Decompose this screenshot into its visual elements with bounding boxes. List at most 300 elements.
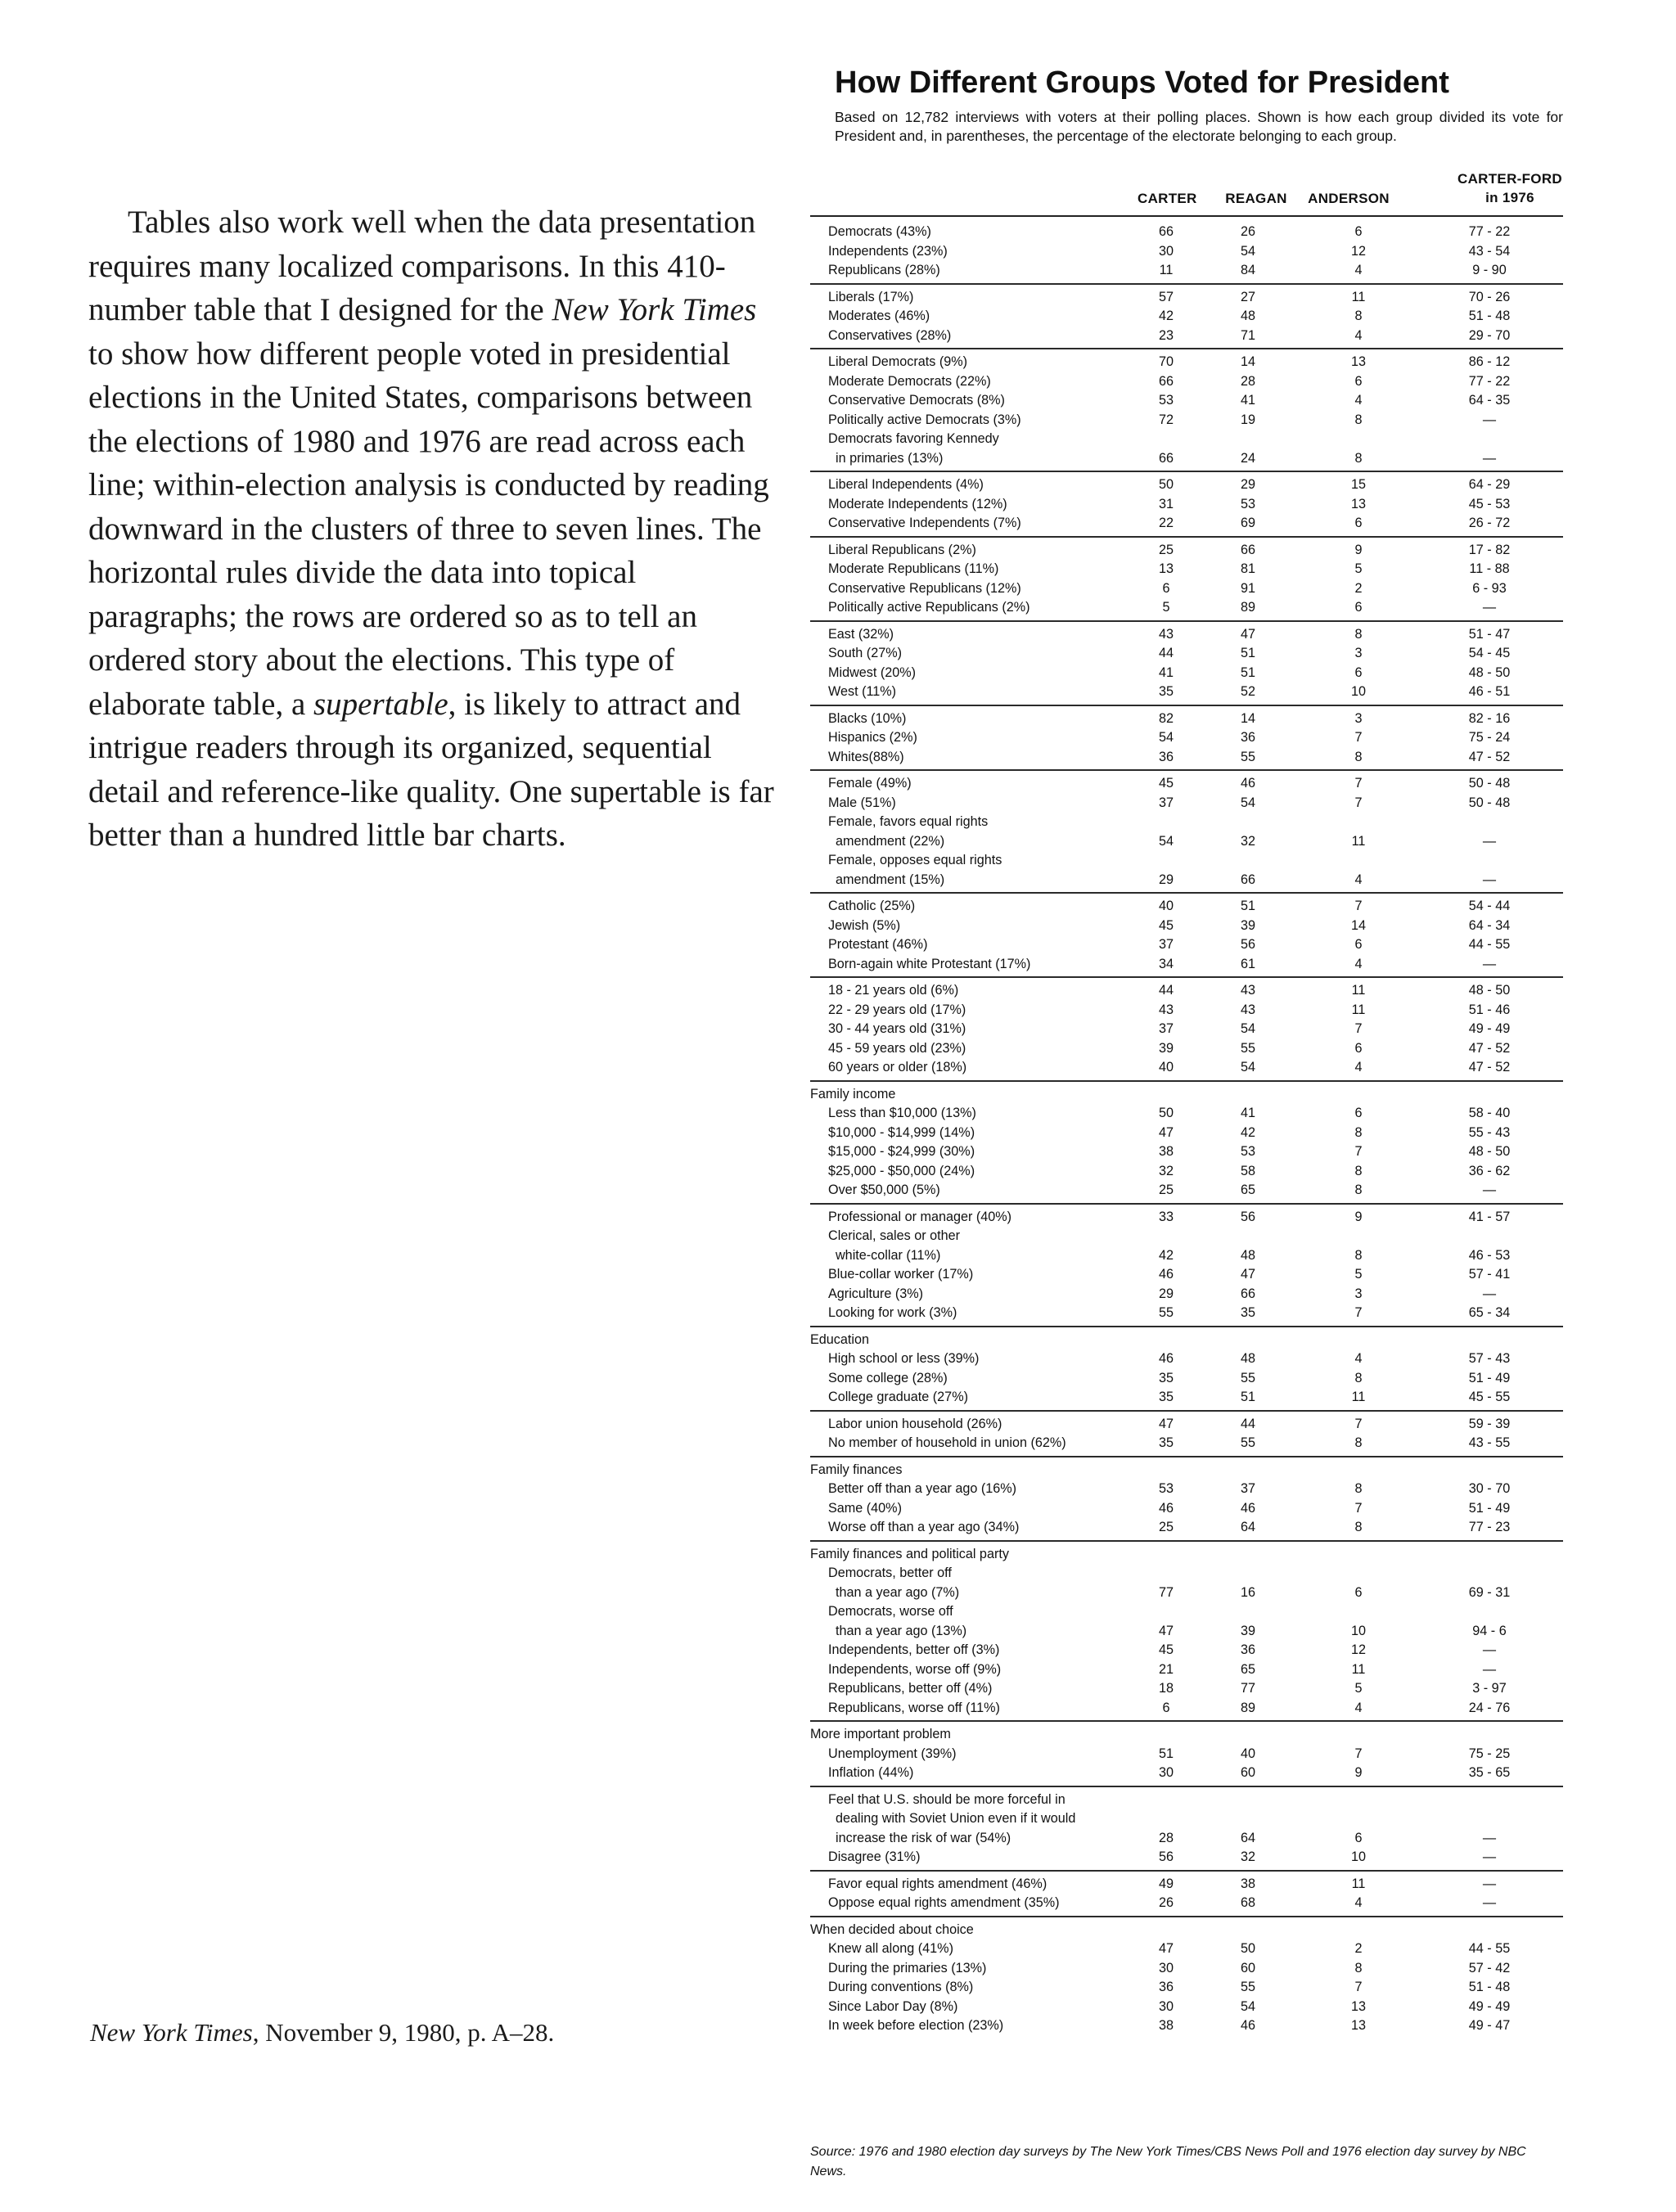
reagan-value: 89: [1240, 600, 1255, 615]
anderson-value: 9: [1354, 542, 1363, 557]
carter-value: 37: [1158, 937, 1174, 952]
table-row: [810, 917, 1563, 936]
carter-ford-1976-value: 49 - 47: [1468, 2018, 1511, 2033]
row-label: Family finances and political party: [810, 1546, 1009, 1561]
reagan-value: 51: [1240, 665, 1255, 680]
carter-value: 30: [1158, 243, 1174, 259]
carter-ford-1976-value: 64 - 29: [1468, 477, 1511, 492]
anderson-value: 7: [1354, 1500, 1363, 1516]
reagan-value: 58: [1240, 1163, 1255, 1178]
section-heading-row: [810, 1085, 1563, 1105]
reagan-value: 46: [1240, 776, 1255, 791]
carter-ford-1976-value: 50 - 48: [1468, 776, 1511, 791]
header-carter-ford-line2: in 1976: [1485, 190, 1534, 205]
row-group: [810, 349, 1563, 472]
anderson-value: 7: [1354, 1746, 1363, 1761]
carter-value: 45: [1158, 917, 1174, 933]
table-row: [810, 748, 1563, 768]
anderson-value: 7: [1354, 730, 1363, 745]
table-row: [810, 1499, 1563, 1519]
section-heading-row: [810, 1725, 1563, 1745]
carter-value: 25: [1158, 542, 1174, 557]
table-row: [810, 1285, 1563, 1304]
anderson-value: 6: [1354, 224, 1363, 239]
anderson-value: 11: [1351, 1002, 1366, 1017]
section-heading-row: [810, 1545, 1563, 1565]
carter-value: 26: [1158, 1895, 1174, 1910]
anderson-value: 8: [1354, 450, 1363, 466]
carter-value: 40: [1158, 899, 1174, 913]
reagan-value: 81: [1240, 561, 1255, 576]
carter-value: 37: [1158, 1021, 1174, 1036]
table-row: [810, 683, 1563, 702]
carter-value: 5: [1162, 600, 1170, 615]
table-row: [810, 955, 1563, 975]
anderson-value: 8: [1354, 1124, 1363, 1140]
table-row: [810, 774, 1563, 794]
row-label: Independents, worse off (9%): [828, 1661, 1002, 1677]
table-row: [810, 1959, 1563, 1979]
body-paragraph: [88, 200, 776, 858]
table-row: [810, 832, 1563, 852]
carter-value: 46: [1158, 1267, 1174, 1282]
row-label: 30 - 44 years old (31%): [828, 1021, 966, 1036]
reagan-value: 66: [1240, 872, 1255, 887]
reagan-value: 41: [1240, 1106, 1255, 1120]
row-group: [810, 219, 1563, 285]
carter-ford-1976-value: 77 - 23: [1468, 1520, 1511, 1534]
row-group: [810, 285, 1563, 350]
carter-ford-1976-value: —: [1482, 1183, 1497, 1197]
carter-ford-1976-value: 54 - 45: [1468, 646, 1511, 660]
row-label: No member of household in union (62%): [828, 1435, 1066, 1450]
anderson-value: 12: [1350, 1642, 1366, 1657]
carter-ford-1976-value: 49 - 49: [1468, 1998, 1511, 2014]
anderson-value: 11: [1351, 1661, 1366, 1677]
anderson-value: 13: [1350, 1998, 1366, 2014]
carter-value: 41: [1158, 665, 1174, 680]
carter-ford-1976-value: —: [1482, 600, 1497, 615]
body-text-italic: New York Times: [552, 292, 757, 327]
table-row: [810, 1265, 1563, 1285]
header-carter: CARTER: [1138, 191, 1197, 206]
anderson-value: 3: [1354, 710, 1363, 726]
anderson-value: 6: [1354, 1584, 1363, 1600]
carter-value: 57: [1158, 289, 1174, 304]
carter-ford-1976-value: —: [1482, 1286, 1497, 1301]
row-group: [810, 1082, 1563, 1205]
carter-ford-1976-value: —: [1482, 1830, 1497, 1845]
row-label: During the primaries (13%): [828, 1960, 987, 1975]
row-label: Democrats, worse off: [828, 1604, 953, 1619]
table-row: [810, 1388, 1563, 1408]
row-label: High school or less (39%): [828, 1351, 980, 1366]
row-group: [810, 1872, 1563, 1917]
reagan-value: 54: [1240, 1060, 1255, 1074]
reagan-value: 71: [1240, 327, 1255, 343]
carter-value: 36: [1158, 1980, 1174, 1994]
row-label: Agriculture (3%): [828, 1286, 924, 1301]
carter-ford-1976-value: —: [1482, 450, 1497, 466]
table-row: [810, 1939, 1563, 1959]
section-heading-row: [810, 1461, 1563, 1480]
row-label: Republicans, worse off (11%): [828, 1700, 1000, 1715]
reagan-value: 37: [1240, 1481, 1255, 1496]
table-row: [810, 2016, 1563, 2036]
row-label: Disagree (31%): [828, 1849, 921, 1864]
anderson-value: 6: [1354, 516, 1363, 530]
table-row: [810, 1104, 1563, 1124]
table-row: [810, 644, 1563, 664]
table-row: [810, 1745, 1563, 1764]
table-row: [810, 1564, 1563, 1584]
header-reagan: REAGAN: [1225, 191, 1287, 206]
row-label: Conservatives (28%): [828, 327, 952, 343]
row-label: Family finances: [810, 1462, 903, 1477]
carter-ford-1976-value: —: [1482, 1876, 1497, 1891]
body-text-italic: supertable: [313, 686, 448, 722]
row-label: Worse off than a year ago (34%): [828, 1520, 1020, 1534]
row-label: Better off than a year ago (16%): [828, 1481, 1017, 1496]
row-label: 45 - 59 years old (23%): [828, 1040, 966, 1056]
carter-ford-1976-value: 29 - 70: [1468, 327, 1511, 343]
carter-ford-1976-value: 41 - 57: [1468, 1209, 1511, 1224]
carter-ford-1976-value: 65 - 34: [1468, 1305, 1511, 1320]
table-title: How Different Groups Voted for President: [835, 65, 1449, 100]
carter-ford-1976-value: 51 - 49: [1468, 1370, 1511, 1385]
carter-value: 53: [1158, 393, 1174, 408]
reagan-value: 47: [1240, 1267, 1255, 1282]
reagan-value: 55: [1240, 749, 1255, 764]
reagan-value: 36: [1240, 730, 1255, 745]
carter-ford-1976-value: 43 - 54: [1468, 243, 1511, 259]
anderson-value: 8: [1354, 1370, 1363, 1385]
carter-value: 49: [1158, 1876, 1174, 1891]
row-label: Blue-collar worker (17%): [828, 1267, 974, 1282]
anderson-value: 6: [1354, 373, 1363, 389]
reagan-value: 51: [1240, 899, 1255, 913]
row-group: [810, 978, 1563, 1082]
row-label: Protestant (46%): [828, 937, 928, 952]
reagan-value: 54: [1240, 1998, 1255, 2014]
anderson-value: 7: [1354, 1305, 1363, 1320]
carter-ford-1976-value: 47 - 52: [1468, 1060, 1511, 1074]
carter-value: 44: [1158, 646, 1174, 660]
anderson-value: 4: [1354, 1895, 1363, 1910]
row-label: Some college (28%): [828, 1370, 948, 1385]
table-row: [810, 1848, 1563, 1867]
reagan-value: 48: [1240, 309, 1255, 323]
reagan-value: 46: [1240, 2018, 1255, 2033]
row-label: 18 - 21 years old (6%): [828, 983, 959, 998]
anderson-value: 10: [1350, 1623, 1366, 1638]
table-row: [810, 1602, 1563, 1622]
row-label: Democrats favoring Kennedy: [828, 431, 999, 446]
row-label: dealing with Soviet Union even if it would: [828, 1811, 1076, 1826]
row-label: During conventions (8%): [828, 1980, 974, 1994]
body-text-part: Tables also work well when the data presentation requires many localized comparisons. In this 410-number table that I designed for the: [88, 205, 756, 327]
carter-ford-1976-value: 44 - 55: [1468, 1941, 1511, 1956]
carter-value: 43: [1158, 626, 1174, 642]
table-row: [810, 710, 1563, 729]
anderson-value: 11: [1351, 1876, 1366, 1891]
reagan-value: 35: [1240, 1305, 1255, 1320]
row-label: Male (51%): [828, 795, 896, 810]
row-group: [810, 1412, 1563, 1457]
reagan-value: 55: [1240, 1435, 1255, 1450]
anderson-value: 11: [1351, 833, 1366, 849]
table-row: [810, 579, 1563, 599]
body-text-part: , is likely to attract and intrigue readers through its organized, sequential detail and reference-like quality. One supertable is far better than a hundred little bar charts.: [88, 686, 774, 853]
carter-ford-1976-value: 6 - 93: [1472, 580, 1507, 596]
row-label: Moderate Democrats (22%): [828, 373, 991, 389]
row-label: amendment (22%): [828, 833, 945, 849]
carter-ford-1976-value: 77 - 22: [1468, 224, 1511, 239]
reagan-value: 24: [1240, 450, 1255, 466]
table-row: [810, 430, 1563, 449]
table-row: [810, 1998, 1563, 2017]
table-row: [810, 1020, 1563, 1039]
table-row: [810, 307, 1563, 327]
reagan-value: 44: [1240, 1416, 1255, 1431]
carter-ford-1976-value: 51 - 48: [1468, 1980, 1511, 1994]
anderson-value: 2: [1354, 1941, 1363, 1956]
anderson-value: 8: [1354, 1183, 1363, 1197]
anderson-value: 14: [1350, 917, 1366, 933]
reagan-value: 48: [1240, 1247, 1255, 1263]
table-row: [810, 598, 1563, 618]
carter-value: 54: [1158, 730, 1174, 745]
carter-value: 50: [1158, 1106, 1174, 1120]
carter-ford-1976-value: 30 - 70: [1468, 1481, 1511, 1496]
anderson-value: 2: [1354, 580, 1363, 596]
table-row: [810, 449, 1563, 469]
row-group: [810, 1917, 1563, 2039]
anderson-value: 7: [1354, 1021, 1363, 1036]
carter-ford-1976-value: 57 - 41: [1468, 1267, 1511, 1282]
table-row: [810, 1349, 1563, 1369]
carter-ford-1976-value: 51 - 48: [1468, 309, 1511, 323]
anderson-value: 9: [1354, 1765, 1363, 1780]
carter-ford-1976-value: 45 - 53: [1468, 496, 1511, 511]
carter-ford-1976-value: —: [1482, 956, 1497, 971]
carter-value: 13: [1158, 561, 1174, 576]
carter-value: 30: [1158, 1960, 1174, 1975]
carter-value: 22: [1158, 516, 1174, 530]
table-row: [810, 1809, 1563, 1829]
reagan-value: 32: [1240, 833, 1255, 849]
carter-value: 6: [1162, 580, 1170, 596]
row-label: 60 years or older (18%): [828, 1060, 967, 1074]
table-row: [810, 794, 1563, 813]
anderson-value: 6: [1354, 665, 1363, 680]
reagan-value: 89: [1240, 1700, 1255, 1715]
row-label: in primaries (13%): [828, 450, 944, 466]
carter-ford-1976-value: 70 - 26: [1468, 289, 1511, 304]
row-label: Whites(88%): [828, 749, 904, 764]
row-label: Oppose equal rights amendment (35%): [828, 1895, 1060, 1910]
carter-ford-1976-value: 64 - 34: [1468, 917, 1511, 933]
body-text-part: to show how different people voted in presidential elections in the United States, comparisons between the elections of 1980 and 1976 are read across each line; within-election analysis is conducted by reading downward in the clusters of three to seven lines. The horizontal rules divide the data into topical paragraphs; the rows are ordered so as to tell an ordered story about the elections. This type of elaborate table, a: [88, 336, 769, 722]
carter-value: 23: [1158, 327, 1174, 343]
carter-ford-1976-value: 75 - 24: [1468, 730, 1511, 745]
carter-value: 55: [1158, 1305, 1174, 1320]
row-label: Feel that U.S. should be more forceful in: [828, 1791, 1066, 1807]
anderson-value: 7: [1354, 1416, 1363, 1431]
reagan-value: 47: [1240, 626, 1255, 642]
anderson-value: 3: [1354, 1286, 1363, 1301]
table-row: [810, 1181, 1563, 1201]
reagan-value: 54: [1240, 795, 1255, 810]
row-label: Conservative Democrats (8%): [828, 393, 1005, 408]
anderson-value: 13: [1350, 2018, 1366, 2033]
carter-value: 38: [1158, 1144, 1174, 1159]
carter-value: 18: [1158, 1681, 1174, 1696]
reagan-value: 14: [1240, 354, 1255, 369]
reagan-value: 14: [1240, 710, 1255, 726]
reagan-value: 26: [1240, 224, 1255, 239]
row-label: Liberal Independents (4%): [828, 477, 984, 492]
carter-value: 30: [1158, 1765, 1174, 1780]
carter-ford-1976-value: 24 - 76: [1468, 1700, 1511, 1715]
row-group: [810, 622, 1563, 706]
reagan-value: 55: [1240, 1370, 1255, 1385]
carter-value: 38: [1158, 2018, 1174, 2033]
carter-value: 50: [1158, 477, 1174, 492]
table-row: [810, 514, 1563, 534]
row-label: Less than $10,000 (13%): [828, 1106, 976, 1120]
reagan-value: 39: [1240, 917, 1255, 933]
anderson-value: 4: [1354, 872, 1363, 887]
table-row: [810, 541, 1563, 561]
reagan-value: 36: [1240, 1642, 1255, 1657]
anderson-value: 11: [1351, 289, 1366, 304]
anderson-value: 8: [1354, 1435, 1363, 1450]
reagan-value: 43: [1240, 1002, 1255, 1017]
reagan-value: 56: [1240, 937, 1255, 952]
table-row: [810, 1208, 1563, 1228]
carter-value: 40: [1158, 1060, 1174, 1074]
carter-value: 30: [1158, 1998, 1174, 2014]
row-label: Favor equal rights amendment (46%): [828, 1876, 1048, 1891]
reagan-value: 56: [1240, 1209, 1255, 1224]
carter-value: 37: [1158, 795, 1174, 810]
carter-value: 35: [1158, 684, 1174, 699]
reagan-value: 68: [1240, 1895, 1255, 1910]
reagan-value: 46: [1240, 1500, 1255, 1516]
carter-ford-1976-value: —: [1482, 1895, 1497, 1910]
carter-ford-1976-value: 55 - 43: [1468, 1124, 1511, 1140]
carter-ford-1976-value: 86 - 12: [1468, 354, 1511, 369]
anderson-value: 9: [1354, 1209, 1363, 1224]
carter-ford-1976-value: 46 - 53: [1468, 1247, 1511, 1263]
table-row: [810, 1875, 1563, 1894]
header-anderson: ANDERSON: [1308, 191, 1390, 206]
row-label: Politically active Democrats (3%): [828, 412, 1021, 427]
header-carter-ford-line1: CARTER-FORD: [1457, 171, 1562, 187]
table-row: [810, 495, 1563, 515]
row-label: Female (49%): [828, 776, 912, 791]
carter-value: 46: [1158, 1500, 1174, 1516]
carter-value: 47: [1158, 1416, 1174, 1431]
carter-ford-1976-value: 47 - 52: [1468, 1040, 1511, 1056]
table-row: [810, 1829, 1563, 1849]
row-label: Democrats, better off: [828, 1566, 952, 1580]
table-row: [810, 242, 1563, 262]
anderson-value: 15: [1350, 477, 1366, 492]
row-label: white-collar (11%): [828, 1247, 941, 1263]
row-label: Hispanics (2%): [828, 730, 917, 745]
carter-value: 29: [1158, 1286, 1174, 1301]
reagan-value: 40: [1240, 1746, 1255, 1761]
carter-ford-1976-value: 46 - 51: [1468, 684, 1511, 699]
row-group: [810, 706, 1563, 772]
row-label: than a year ago (13%): [828, 1623, 967, 1638]
table-row: [810, 1764, 1563, 1783]
carter-ford-1976-value: 82 - 16: [1468, 710, 1511, 726]
anderson-value: 4: [1354, 1351, 1363, 1366]
carter-value: 6: [1162, 1700, 1170, 1715]
table-row: [810, 1039, 1563, 1059]
carter-value: 33: [1158, 1209, 1174, 1224]
anderson-value: 10: [1350, 1849, 1366, 1864]
row-label: Professional or manager (40%): [828, 1209, 1012, 1224]
carter-value: 28: [1158, 1830, 1174, 1845]
anderson-value: 4: [1354, 1060, 1363, 1074]
row-label: East (32%): [828, 626, 894, 642]
table-row: [810, 1699, 1563, 1719]
anderson-value: 8: [1354, 1960, 1363, 1975]
body-text: [88, 200, 776, 858]
table-row: [810, 871, 1563, 890]
section-heading-row: [810, 1331, 1563, 1350]
reagan-value: 53: [1240, 496, 1255, 511]
anderson-value: 11: [1351, 983, 1366, 998]
table-row: [810, 1246, 1563, 1266]
carter-ford-1976-value: —: [1482, 1642, 1497, 1657]
reagan-value: 42: [1240, 1124, 1255, 1140]
table-row: [810, 935, 1563, 955]
reagan-value: 48: [1240, 1351, 1255, 1366]
table-row: [810, 1369, 1563, 1389]
carter-ford-1976-value: 51 - 47: [1468, 626, 1511, 642]
anderson-value: 6: [1354, 1040, 1363, 1056]
table-row: [810, 728, 1563, 748]
row-label: Liberal Democrats (9%): [828, 354, 968, 369]
table-row: [810, 288, 1563, 308]
carter-value: 70: [1158, 354, 1174, 369]
anderson-value: 10: [1350, 684, 1366, 699]
carter-ford-1976-value: 35 - 65: [1468, 1765, 1511, 1780]
table-row: [810, 1124, 1563, 1143]
carter-value: 31: [1158, 496, 1174, 511]
row-label: College graduate (27%): [828, 1390, 968, 1404]
carter-ford-1976-value: 3 - 97: [1472, 1681, 1507, 1696]
anderson-value: 8: [1354, 626, 1363, 642]
row-label: Midwest (20%): [828, 665, 917, 680]
row-group: [810, 1722, 1563, 1787]
row-label: Since Labor Day (8%): [828, 1998, 958, 2014]
carter-ford-1976-value: 59 - 39: [1468, 1416, 1511, 1431]
row-label: Conservative Independents (7%): [828, 516, 1021, 530]
carter-ford-1976-value: 64 - 35: [1468, 393, 1511, 408]
table-row: [810, 1227, 1563, 1246]
row-label: Unemployment (39%): [828, 1746, 957, 1761]
carter-value: 46: [1158, 1351, 1174, 1366]
carter-ford-1976-value: —: [1482, 1661, 1497, 1677]
citation-source: New York Times: [90, 2018, 253, 2047]
row-label: When decided about choice: [810, 1921, 974, 1937]
